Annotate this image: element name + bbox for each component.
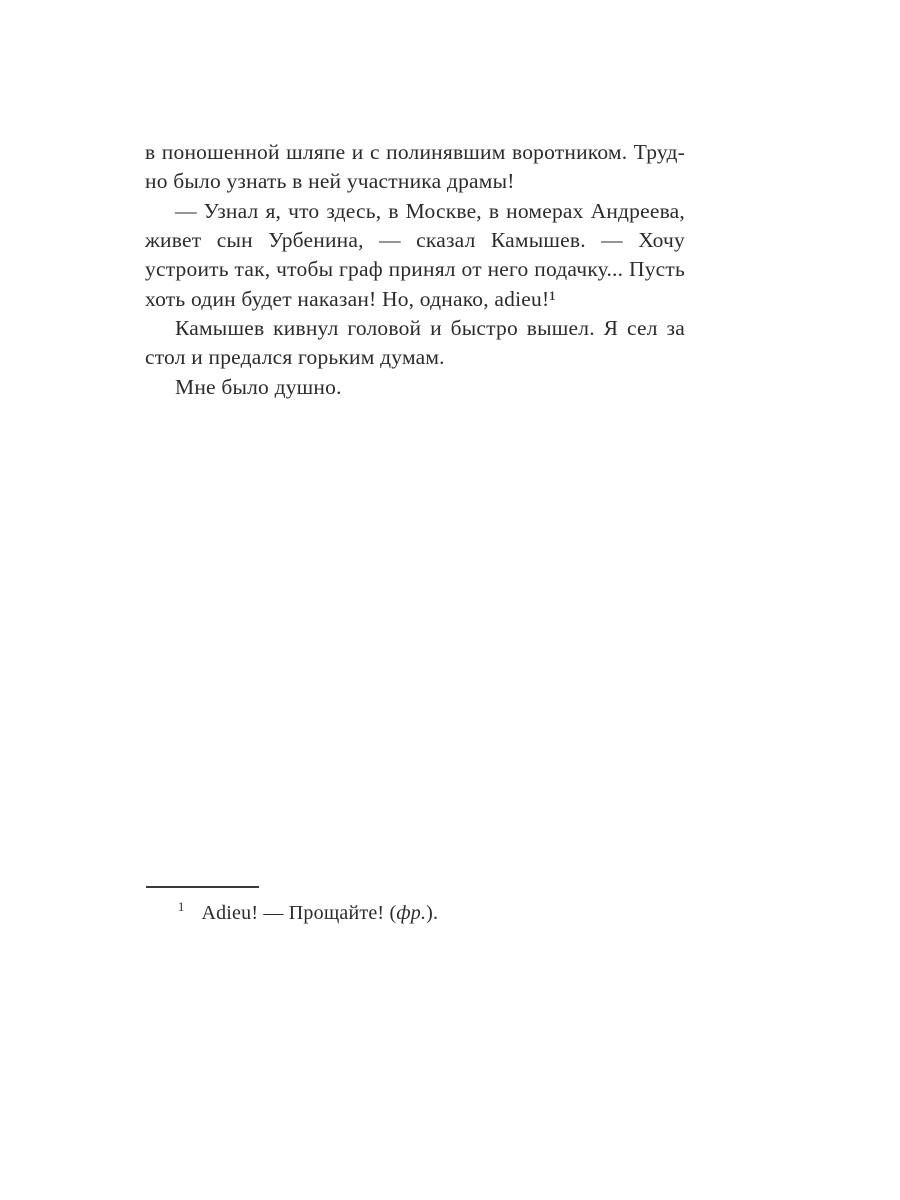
text-line: устроить так, чтобы граф принял от него подачку... Пусть (145, 257, 685, 282)
footnote-marker: 1 (178, 900, 185, 915)
text-line: стол и предался горьким думам. (145, 345, 445, 370)
text-line: — Узнал я, что здесь, в Москве, в номерах Андреева, (175, 198, 685, 223)
text-line: живет сын Урбенина, — сказал Камышев. — Хочу (145, 227, 685, 252)
footnote-body-end: ). (426, 902, 439, 924)
footnote-divider (146, 886, 259, 888)
footnote-language-abbrev: фр. (396, 902, 427, 924)
footnote-section (145, 886, 685, 926)
text-line: хоть один будет наказан! Но, однако, adieu!¹ (145, 286, 556, 311)
text-line: в поношенной шляпе и с полинявшим воротником. Труд- (145, 140, 685, 164)
footnote-text (145, 900, 685, 926)
text-line: Мне было душно. (175, 374, 342, 399)
text-line: но было узнать в ней участника драмы! (145, 169, 515, 194)
footnote-body: Adieu! — Прощайте! ( (201, 902, 397, 924)
body-text-block (145, 138, 685, 402)
text-line: Камышев кивнул головой и быстро вышел. Я сел за (175, 315, 685, 340)
